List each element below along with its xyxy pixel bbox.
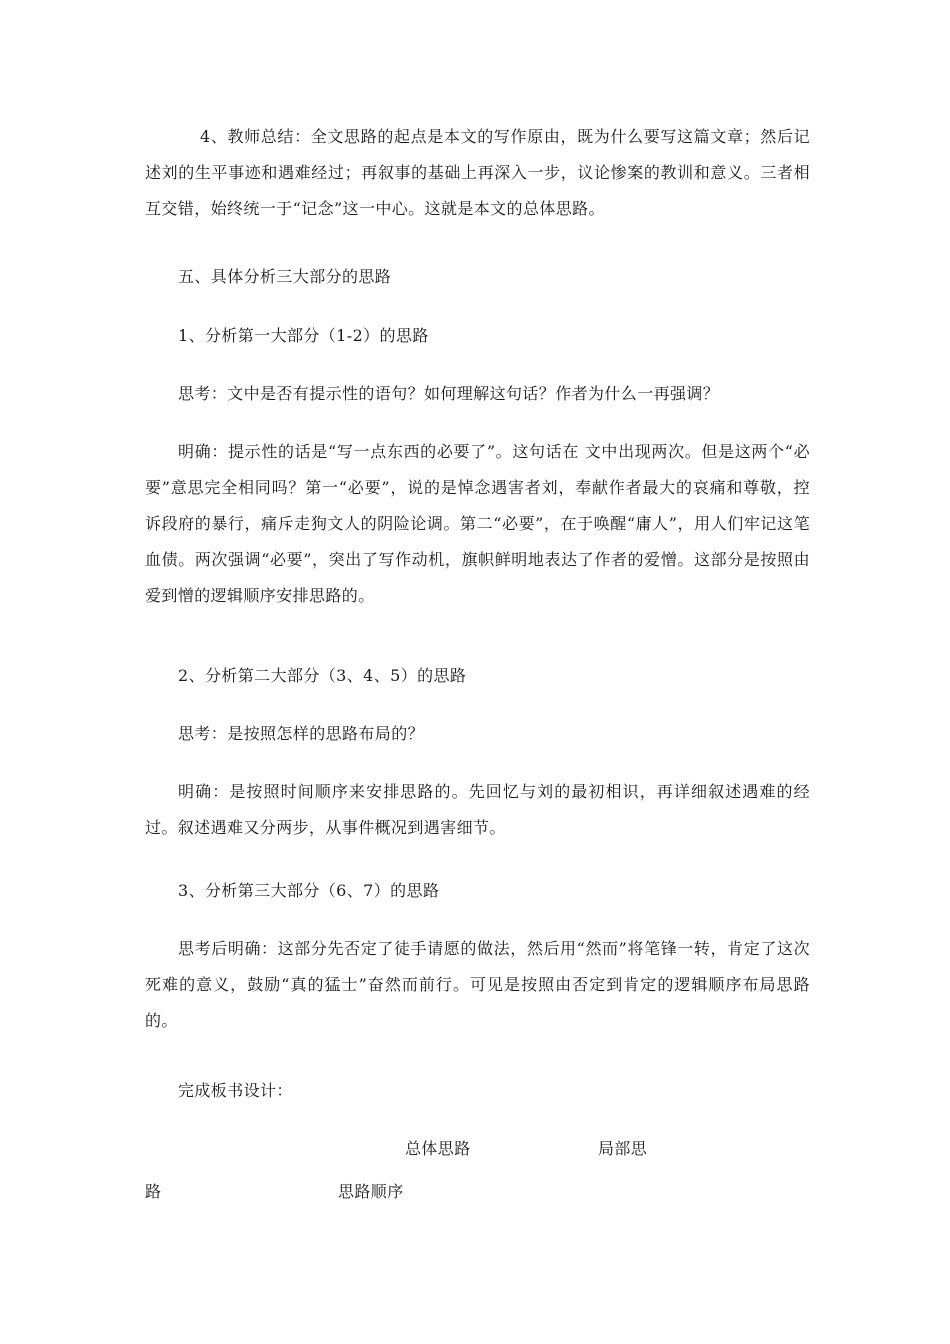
board-partial-label-cont: 路 bbox=[145, 1182, 162, 1201]
board-partial-label: 局部思 bbox=[598, 1139, 648, 1158]
part-three-heading: 3、分析第三大部分（6、7）的思路 bbox=[178, 881, 440, 900]
part-one-answer: 明确：提示性的话是“写一点东西的必要了”。这句话在 文中出现两次。但是这两个“必要”意思完全相同吗？第一“必要”，说的是悼念遇害者刘，奉献作者最大的哀痛和尊敬，控诉段府的暴行，痛斥走狗文人的阴险论调。第二“必要”，在于唤醒“庸人”，用人们牢记这笔血债。两次强调“必要”，突出了写作动机，旗帜鲜明地表达了作者的爱憎。这部分是按照由爱到憎的逻辑顺序安排思路的。 bbox=[145, 442, 810, 605]
board-overall-label: 总体思路 bbox=[405, 1139, 471, 1158]
part-one-question: 思考：文中是否有提示性的语句？如何理解这句话？作者为什么一再强调？ bbox=[178, 384, 720, 403]
part-two-answer: 明确：是按照时间顺序来安排思路的。先回忆与刘的最初相识，再详细叙述遇难的经过。叙述遇难又分两步，从事件概况到遇害细节。 bbox=[145, 782, 810, 837]
section-five-heading: 五、具体分析三大部分的思路 bbox=[178, 267, 392, 286]
teacher-summary-paragraph: 4、教师总结：全文思路的起点是本文的写作原由，既为什么要写这篇文章；然后记述刘的生平事迹和遇难经过；再叙事的基础上再深入一步，议论惨案的教训和意义。三者相互交错，始终统一于“记念”这一中心。这就是本文的总体思路。 bbox=[145, 127, 810, 218]
board-design-title: 完成板书设计： bbox=[178, 1081, 293, 1100]
part-one-heading: 1、分析第一大部分（1-2）的思路 bbox=[178, 326, 429, 345]
board-order-label: 思路顺序 bbox=[338, 1182, 404, 1201]
part-three-answer: 思考后明确：这部分先否定了徒手请愿的做法，然后用“然而”将笔锋一转，肯定了这次死难的意义，鼓励“真的猛士”奋然而前行。可见是按照由否定到肯定的逻辑顺序布局思路的。 bbox=[145, 939, 810, 1030]
part-two-heading: 2、分析第二大部分（3、4、5）的思路 bbox=[178, 666, 467, 685]
part-two-question: 思考：是按照怎样的思路布局的？ bbox=[178, 724, 425, 743]
